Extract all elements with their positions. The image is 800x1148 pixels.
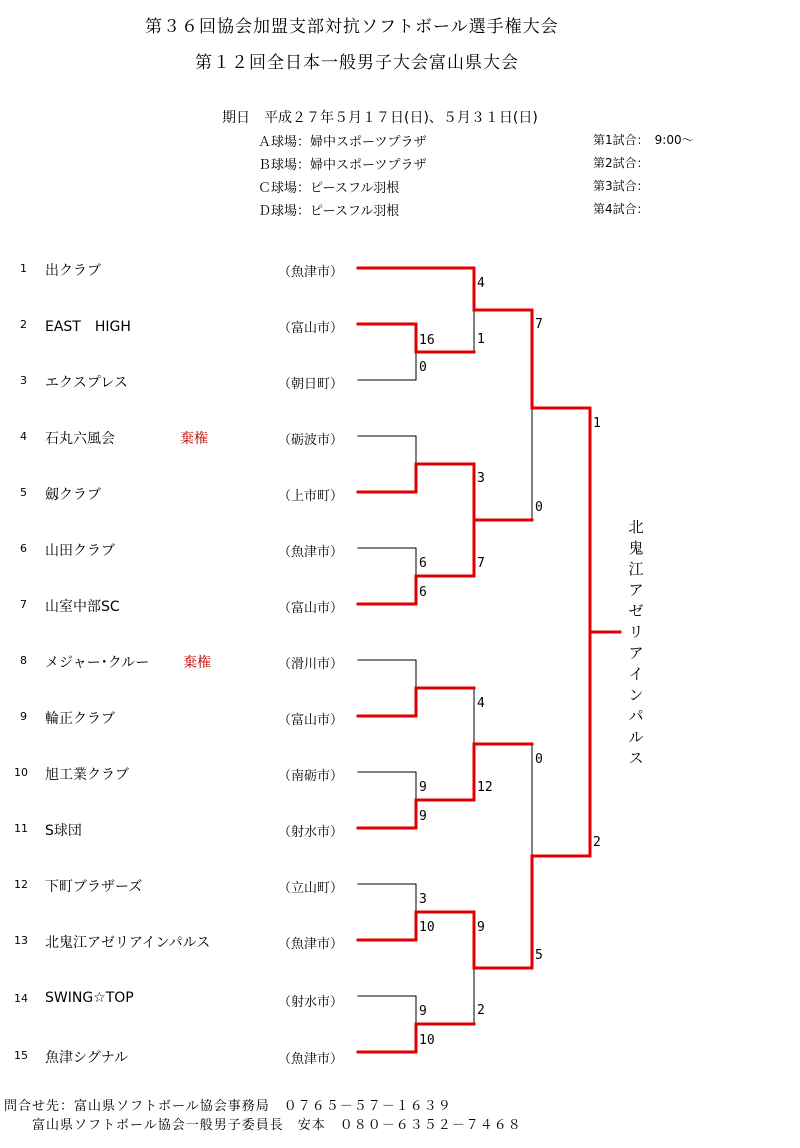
score-label: 6	[419, 556, 427, 571]
team-city: （滑川市）	[278, 657, 344, 672]
team-name: 魚津シグナル	[45, 1050, 129, 1066]
bracket-line	[358, 436, 416, 464]
score-label: 0	[419, 360, 427, 375]
score-label: 2	[477, 1003, 485, 1018]
score-label: 0	[535, 752, 543, 767]
score-label: 3	[477, 471, 485, 486]
team-number: 9	[20, 710, 27, 723]
score-label: 5	[535, 948, 543, 963]
team-city: （砺波市）	[278, 433, 344, 448]
venue-d: Ｄ球場：ピースフル羽根	[258, 204, 400, 219]
team-name: 下町ブラザーズ	[45, 879, 143, 895]
team-number: 1	[20, 262, 27, 275]
team-number: 15	[14, 1049, 28, 1062]
score-label: 12	[477, 780, 493, 795]
venue-b: Ｂ球場：婦中スポーツプラザ	[258, 158, 427, 173]
team-city: （射水市）	[278, 995, 344, 1010]
bracket-line	[532, 632, 590, 856]
team-city: （立山町）	[278, 881, 344, 896]
team-name: 出クラブ	[45, 263, 101, 279]
score-label: 9	[419, 809, 427, 824]
game-time-3: 第3試合：	[593, 179, 649, 193]
score-label: 1	[593, 416, 601, 431]
team-name: 山田クラブ	[45, 543, 115, 559]
bracket-line	[358, 996, 416, 1024]
team-number: 12	[14, 878, 28, 891]
bracket-line	[358, 352, 416, 380]
team-name: 山室中部SC	[45, 599, 120, 615]
score-label: 4	[477, 276, 485, 291]
team-city: （富山市）	[278, 713, 344, 728]
team-name: S球団	[45, 823, 82, 839]
forfeit-label: 棄権	[180, 431, 208, 447]
team-city: （上市町）	[278, 489, 344, 504]
tournament-title: 第３６回協会加盟支部対抗ソフトボール選手権大会	[145, 17, 559, 37]
team-city: （朝日町）	[278, 377, 344, 392]
score-label: 1	[477, 332, 485, 347]
team-name: 旭工業クラブ	[45, 767, 129, 783]
game-time-4: 第4試合：	[593, 202, 649, 216]
team-name: SWING☆TOP	[45, 990, 134, 1006]
bracket-line	[358, 660, 416, 688]
score-label: 10	[419, 1033, 435, 1048]
score-label: 0	[535, 500, 543, 515]
score-label: 3	[419, 892, 427, 907]
score-label: 9	[477, 920, 485, 935]
score-label: 4	[477, 696, 485, 711]
score-label: 16	[419, 333, 435, 348]
team-name: 輪正クラブ	[45, 711, 115, 727]
team-name: EAST HIGH	[45, 319, 131, 335]
score-label: 2	[593, 835, 601, 850]
team-number: 7	[20, 598, 27, 611]
team-city: （南砺市）	[278, 769, 344, 784]
team-city: （射水市）	[278, 825, 344, 840]
team-number: 11	[14, 822, 28, 835]
team-number: 14	[14, 992, 28, 1005]
team-name: 石丸六風会	[45, 431, 115, 447]
tournament-dates: 期日 平成２７年５月１７日(日)、５月３１日(日)	[222, 110, 538, 126]
score-label: 7	[477, 556, 485, 571]
venue-c: Ｃ球場：ピースフル羽根	[258, 181, 400, 196]
score-label: 9	[419, 780, 427, 795]
tournament-subtitle: 第１２回全日本一般男子大会富山県大会	[195, 53, 519, 73]
team-name: 北鬼江アゼリアインパルス	[45, 935, 211, 951]
bracket-line	[358, 884, 416, 912]
score-label: 7	[535, 317, 543, 332]
bracket-line	[358, 548, 416, 576]
team-number: 5	[20, 486, 27, 499]
winning-path	[358, 688, 474, 716]
team-number: 8	[20, 654, 27, 667]
winning-path	[358, 744, 532, 828]
bracket-line	[416, 688, 474, 744]
score-label: 6	[419, 585, 427, 600]
forfeit-label: 棄権	[183, 655, 211, 671]
team-city: （魚津市）	[278, 937, 344, 952]
team-number: 6	[20, 542, 27, 555]
team-city: （富山市）	[278, 601, 344, 616]
team-number: 4	[20, 430, 27, 443]
team-number: 3	[20, 374, 27, 387]
venue-a: Ａ球場：婦中スポーツプラザ	[258, 135, 427, 150]
team-name: 劔クラブ	[45, 487, 101, 503]
bracket-line	[358, 772, 416, 800]
team-name: エクスプレス	[45, 375, 128, 391]
team-number: 2	[20, 318, 27, 331]
winning-path	[358, 1024, 474, 1052]
score-label: 10	[419, 920, 435, 935]
team-number: 13	[14, 934, 28, 947]
score-label: 9	[419, 1004, 427, 1019]
winning-path	[358, 324, 474, 352]
team-city: （魚津市）	[278, 1052, 344, 1067]
champion-name: 北鬼江アゼリアインパルス	[628, 518, 644, 767]
team-city: （富山市）	[278, 321, 344, 336]
winning-path	[358, 464, 532, 520]
contact-line-1: 問合せ先：富山県ソフトボール協会事務局 ０７６５－５７－１６３９	[4, 1099, 452, 1114]
team-city: （魚津市）	[278, 265, 344, 280]
game-time-2: 第2試合：	[593, 156, 649, 170]
game-time-1: 第1試合： 9:00～	[593, 133, 694, 147]
team-city: （魚津市）	[278, 545, 344, 560]
team-number: 10	[14, 766, 28, 779]
team-name: メジャー･クルー	[45, 655, 150, 671]
bracket-line	[416, 464, 474, 520]
bracket-line	[474, 744, 532, 856]
contact-line-2: 富山県ソフトボール協会一般男子委員長 安本 ０８０－６３５２－７４６８	[32, 1118, 522, 1133]
bracket-line	[474, 408, 532, 520]
